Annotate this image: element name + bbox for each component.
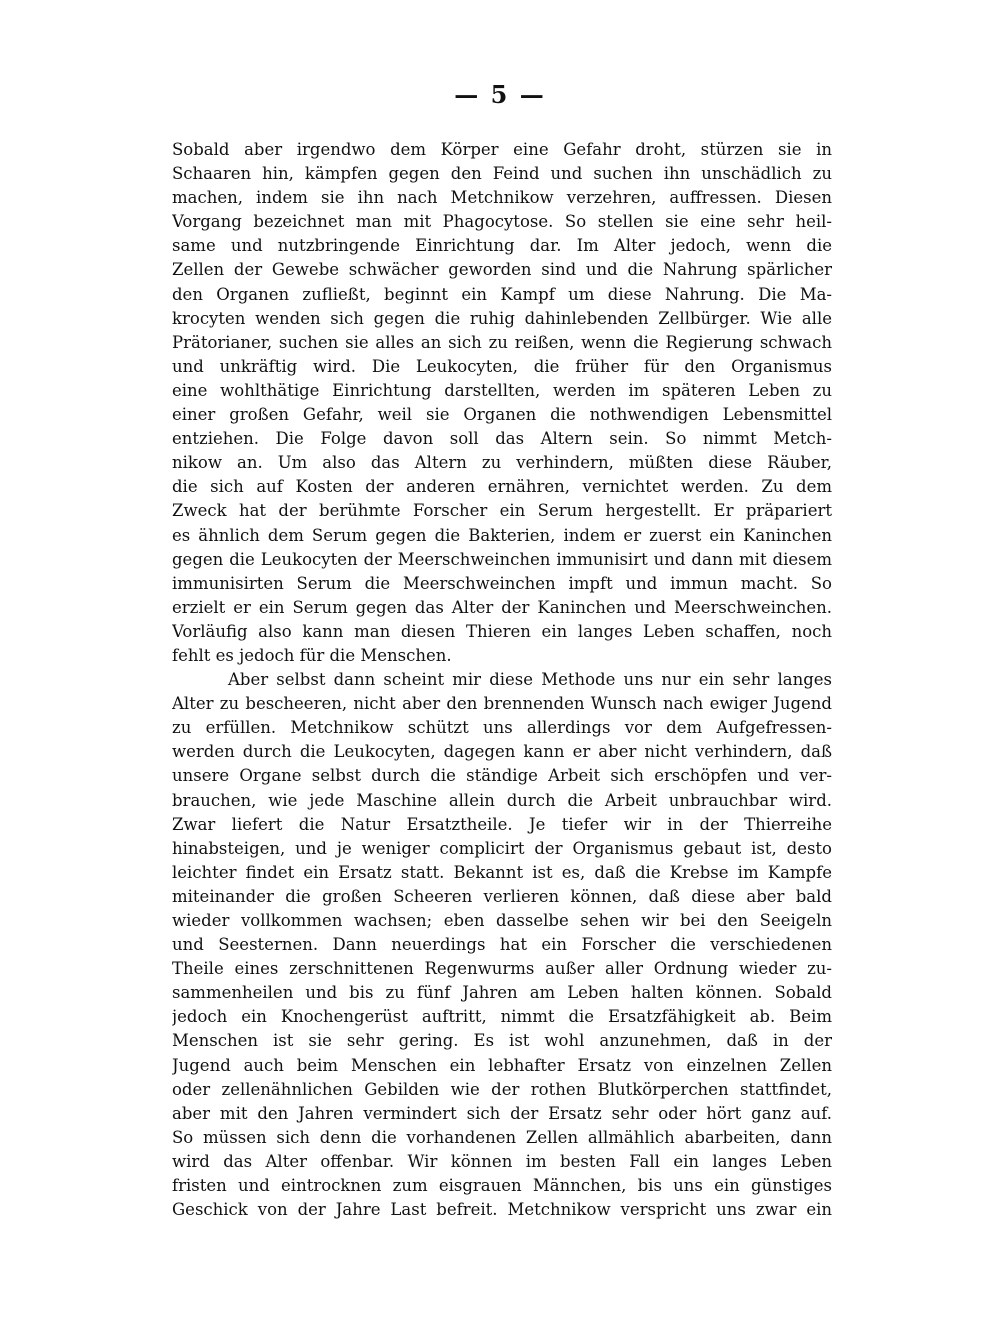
- text-line: es ähnlich dem Serum gegen die Bakterien, indem er zuerst ein Kaninchen: [172, 525, 832, 545]
- body-text: [172, 138, 832, 1222]
- text-line: Zwar liefert die Natur Ersatztheile. Je tiefer wir in der Thierreihe: [172, 814, 832, 834]
- text-line: eine wohlthätige Einrichtung darstellten, werden im späteren Leben zu: [172, 380, 832, 400]
- text-line: Geschick von der Jahre Last befreit. Metchnikow verspricht uns zwar ein: [172, 1200, 832, 1220]
- text-line: Vorläufig also kann man diesen Thieren ein langes Leben schaffen, noch: [172, 621, 832, 641]
- text-line: sammenheilen und bis zu fünf Jahren am Leben halten können. Sobald: [172, 983, 832, 1003]
- text-line: den Organen zufließt, beginnt ein Kampf um diese Nahrung. Die Ma-: [172, 284, 832, 304]
- text-line: Menschen ist sie sehr gering. Es ist wohl anzunehmen, daß in der: [172, 1031, 832, 1051]
- text-line: fehlt es jedoch für die Menschen.: [172, 645, 452, 665]
- text-line: Aber selbst dann scheint mir diese Methode uns nur ein sehr langes: [228, 670, 832, 690]
- text-line: Zweck hat der berühmte Forscher ein Serum hergestellt. Er präpariert: [172, 501, 832, 521]
- text-line: wird das Alter offenbar. Wir können im besten Fall ein langes Leben: [172, 1151, 832, 1171]
- text-line: erzielt er ein Serum gegen das Alter der Kaninchen und Meerschweinchen.: [172, 597, 832, 617]
- text-line: entziehen. Die Folge davon soll das Altern sein. So nimmt Metch-: [172, 429, 832, 449]
- text-line: hinabsteigen, und je weniger complicirt der Organismus gebaut ist, desto: [172, 838, 832, 858]
- text-line: miteinander die großen Scheeren verlieren können, daß diese aber bald: [172, 886, 832, 906]
- text-line: Theile eines zerschnittenen Regenwurms außer aller Ordnung wieder zu-: [172, 959, 832, 979]
- text-line: So müssen sich denn die vorhandenen Zellen allmählich abarbeiten, dann: [172, 1127, 832, 1147]
- text-line: wieder vollkommen wachsen; eben dasselbe sehen wir bei den Seeigeln: [172, 911, 832, 930]
- text-line: nikow an. Um also das Altern zu verhindern, müßten diese Räuber,: [172, 453, 832, 473]
- text-line: zu erfüllen. Metchnikow schützt uns allerdings vor dem Aufgefressen-: [172, 718, 832, 738]
- text-line: same und nutzbringende Einrichtung dar. Im Alter jedoch, wenn die: [172, 236, 832, 256]
- text-line: Vorgang bezeichnet man mit Phagocytose. So stellen sie eine sehr heil-: [172, 212, 832, 232]
- text-line: die sich auf Kosten der anderen ernähren, vernichtet werden. Zu dem: [172, 477, 832, 497]
- text-line: jedoch ein Knochengerüst auftritt, nimmt die Ersatzfähigkeit ab. Beim: [172, 1007, 832, 1027]
- text-line: krocyten wenden sich gegen die ruhig dahinlebenden Zellbürger. Wie alle: [172, 308, 832, 328]
- text-line: unsere Organe selbst durch die ständige Arbeit sich erschöpfen und ver-: [172, 766, 832, 786]
- text-line: Alter zu bescheeren, nicht aber den brennenden Wunsch nach ewiger Jugend: [172, 694, 832, 714]
- text-line: immunisirten Serum die Meerschweinchen impft und immun macht. So: [172, 573, 832, 593]
- text-line: einer großen Gefahr, weil sie Organen die nothwendigen Lebensmittel: [172, 405, 832, 425]
- text-line: Sobald aber irgendwo dem Körper eine Gefahr droht, stürzen sie in: [172, 140, 832, 159]
- text-line: werden durch die Leukocyten, dagegen kann er aber nicht verhindern, daß: [172, 742, 832, 762]
- text-line: und unkräftig wird. Die Leukocyten, die früher für den Organismus: [172, 356, 832, 376]
- text-line: Zellen der Gewebe schwächer geworden sind und die Nahrung spärlicher: [172, 260, 832, 280]
- text-line: brauchen, wie jede Maschine allein durch die Arbeit unbrauchbar wird.: [172, 790, 832, 810]
- text-line: oder zellenähnlichen Gebilden wie der rothen Blutkörperchen stattfindet,: [172, 1079, 832, 1099]
- text-line: fristen und eintrocknen zum eisgrauen Männchen, bis uns ein günstiges: [172, 1176, 832, 1196]
- text-line: gegen die Leukocyten der Meerschweinchen immunisirt und dann mit diesem: [172, 549, 832, 569]
- text-line: machen, indem sie ihn nach Metchnikow verzehren, auffressen. Diesen: [172, 188, 832, 208]
- page-number: — 5 —: [454, 80, 546, 109]
- text-line: Prätorianer, suchen sie alles an sich zu reißen, wenn die Regierung schwach: [172, 332, 832, 352]
- text-line: aber mit den Jahren vermindert sich der Ersatz sehr oder hört ganz auf.: [172, 1103, 832, 1123]
- text-line: Schaaren hin, kämpfen gegen den Feind und suchen ihn unschädlich zu: [172, 164, 832, 184]
- text-line: leichter findet ein Ersatz statt. Bekannt ist es, daß die Krebse im Kampfe: [172, 862, 832, 882]
- text-line: und Seesternen. Dann neuerdings hat ein Forscher die verschiedenen: [172, 935, 832, 955]
- text-line: Jugend auch beim Menschen ein lebhafter Ersatz von einzelnen Zellen: [172, 1055, 832, 1075]
